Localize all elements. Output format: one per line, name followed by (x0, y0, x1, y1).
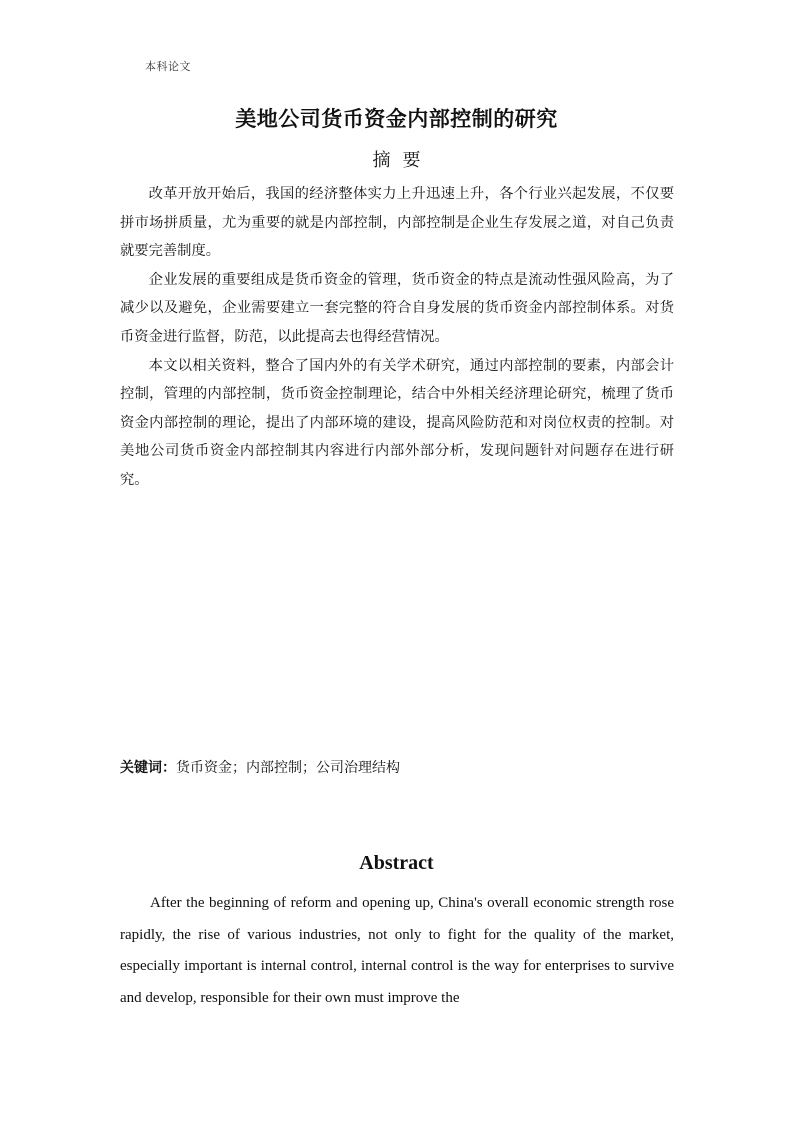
abstract-heading-cn: 摘要 (372, 150, 433, 171)
keywords-text: 货币资金；内部控制；公司治理结构 (176, 760, 400, 776)
abstract-cn-paragraph-3: 本文以相关资料，整合了国内外的有关学术研究，通过内部控制的要素，内部会计控制，管理的内部控制，货币资金控制理论，结合中外相关经济理论研究，梳理了货币资金内部控制的理论，提出了内部环境的建设，提高风险防范和对岗位权责的控制。对美地公司货币资金内部控制其内容进行内部外部分析，发现问题针对问题存在进行研究。 (120, 357, 674, 488)
abstract-body-cn (120, 180, 674, 495)
page-title: 美地公司货币资金内部控制的研究 (235, 107, 558, 131)
abstract-heading-en: Abstract (359, 852, 434, 874)
abstract-cn-paragraph-2: 企业发展的重要组成是货币资金的管理，货币资金的特点是流动性强风险高，为了减少以及避免，企业需要建立一套完整的符合自身发展的货币资金内部控制体系。对货币资金进行监督，防范，以此提高去也得经营情况。 (120, 271, 674, 345)
keywords-label: 关键词： (120, 760, 176, 776)
header-label: 本科论文 (145, 60, 191, 73)
keywords-line (120, 756, 680, 780)
abstract-cn-paragraph-1: 改革开放开始后，我国的经济整体实力上升迅速上升，各个行业兴起发展，不仅要拼市场拼质量，尤为重要的就是内部控制，内部控制是企业生存发展之道，对自己负责就要完善制度。 (120, 186, 674, 260)
abstract-body-en (120, 888, 674, 1014)
abstract-en-paragraph-1: After the beginning of reform and opening up, China's overall economic strength rose rapidly, the rise of various industries, not only to fight for the quality of the market, especially important is internal control, internal control is the way for enterprises to survive and develop, responsible for their own must improve the (120, 895, 674, 1006)
